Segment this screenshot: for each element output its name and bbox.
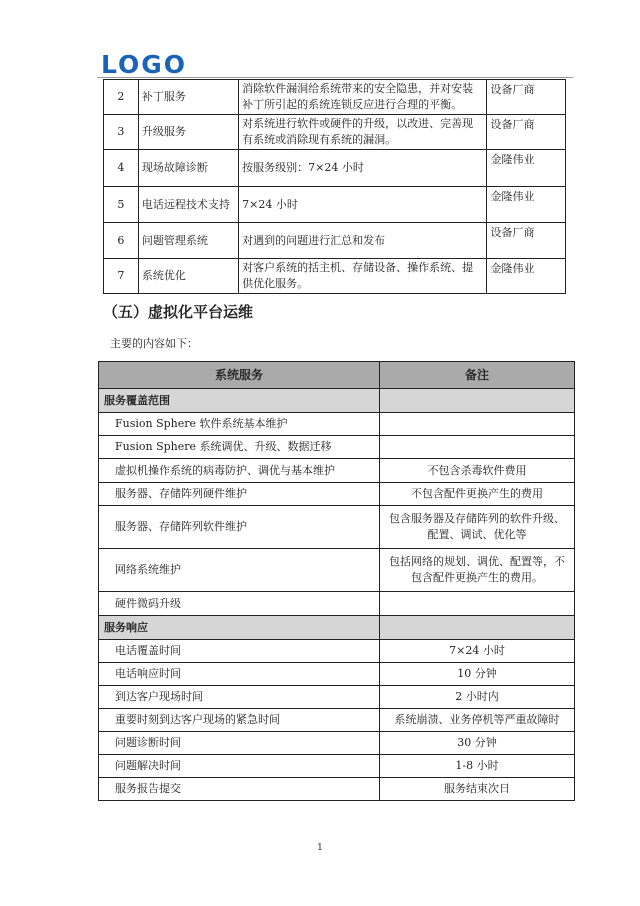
table-row [104, 259, 566, 294]
table-row [104, 187, 566, 223]
table-row [99, 709, 575, 732]
service-name: 系统优化 [138, 259, 238, 294]
category-row [99, 616, 575, 640]
column-header-note: 备注 [380, 362, 575, 389]
service-description: 对遇到的问题进行汇总和发布 [239, 223, 487, 259]
category-label: 服务覆盖范围 [99, 389, 380, 413]
note-cell: 30 分钟 [380, 732, 575, 755]
note-cell [380, 592, 575, 616]
service-item: Fusion Sphere 系统调优、升级、数据迁移 [99, 436, 380, 459]
note-cell: 包括网络的规划、调优、配置等，不包含配件更换产生的费用。 [380, 549, 575, 592]
service-provider: 金隆伟业 [487, 187, 566, 223]
table-row [99, 686, 575, 709]
note-cell [380, 389, 575, 413]
service-provider: 设备厂商 [487, 80, 566, 115]
table-row [99, 592, 575, 616]
note-cell: 系统崩溃、业务停机等严重故障时 [380, 709, 575, 732]
service-name: 补丁服务 [138, 80, 238, 115]
table-row [99, 459, 575, 483]
service-description: 对客户系统的括主机、存储设备、操作系统、提供优化服务。 [239, 259, 487, 294]
service-item: 电话覆盖时间 [99, 640, 380, 663]
note-cell: 不包含配件更换产生的费用 [380, 483, 575, 506]
table-header-row [99, 362, 575, 389]
note-cell: 1-8 小时 [380, 755, 575, 778]
service-description: 消除软件漏洞给系统带来的安全隐患，并对安装补丁所引起的系统连锁反应进行合理的平衡。 [239, 80, 487, 115]
service-item: 虚拟机操作系统的病毒防护、调优与基本维护 [99, 459, 380, 483]
service-item: 服务器、存储阵列软件维护 [99, 506, 380, 549]
service-name: 问题管理系统 [138, 223, 238, 259]
header-divider [97, 77, 573, 78]
service-description: 对系统进行软件或硬件的升级，以改进、完善现有系统或消除现有系统的漏洞。 [239, 115, 487, 150]
service-item: 网络系统维护 [99, 549, 380, 592]
table-row [99, 640, 575, 663]
service-provider: 金隆伟业 [487, 150, 566, 187]
note-cell: 2 小时内 [380, 686, 575, 709]
note-cell [380, 616, 575, 640]
service-item: 问题诊断时间 [99, 732, 380, 755]
service-provider: 设备厂商 [487, 223, 566, 259]
row-number: 7 [104, 259, 139, 294]
service-item: 重要时刻到达客户现场的紧急时间 [99, 709, 380, 732]
table-row [99, 436, 575, 459]
table-row [99, 778, 575, 801]
service-description: 按服务级别：7×24 小时 [239, 150, 487, 187]
service-item: 服务器、存储阵列硬件维护 [99, 483, 380, 506]
row-number: 3 [104, 115, 139, 150]
table-row [104, 223, 566, 259]
section-heading: （五）虚拟化平台运维 [103, 303, 254, 321]
note-cell: 服务结束次日 [380, 778, 575, 801]
table-row [99, 549, 575, 592]
table-row [99, 506, 575, 549]
table-row [99, 755, 575, 778]
service-item: Fusion Sphere 软件系统基本维护 [99, 413, 380, 436]
row-number: 5 [104, 187, 139, 223]
logo: LOGO [101, 50, 188, 79]
virtualization-ops-table [98, 361, 575, 801]
column-header-service: 系统服务 [99, 362, 380, 389]
service-name: 电话远程技术支持 [138, 187, 238, 223]
service-item: 电话响应时间 [99, 663, 380, 686]
category-row [99, 389, 575, 413]
note-cell: 10 分钟 [380, 663, 575, 686]
table-row [99, 732, 575, 755]
note-cell [380, 436, 575, 459]
row-number: 2 [104, 80, 139, 115]
service-description: 7×24 小时 [239, 187, 487, 223]
table-row [99, 483, 575, 506]
table-row [104, 80, 566, 115]
table-row [99, 663, 575, 686]
service-item: 问题解决时间 [99, 755, 380, 778]
table-row [104, 150, 566, 187]
row-number: 6 [104, 223, 139, 259]
page-number: 1 [317, 843, 323, 853]
service-item: 硬件微码升级 [99, 592, 380, 616]
note-cell: 不包含杀毒软件费用 [380, 459, 575, 483]
service-items-table [103, 79, 566, 294]
note-cell: 包含服务器及存储阵列的软件升级、配置、调试、优化等 [380, 506, 575, 549]
category-label: 服务响应 [99, 616, 380, 640]
table-row [104, 115, 566, 150]
service-item: 到达客户现场时间 [99, 686, 380, 709]
service-provider: 设备厂商 [487, 115, 566, 150]
row-number: 4 [104, 150, 139, 187]
service-provider: 金隆伟业 [487, 259, 566, 294]
note-cell [380, 413, 575, 436]
table-row [99, 413, 575, 436]
section-intro: 主要的内容如下： [110, 337, 198, 350]
service-name: 升级服务 [138, 115, 238, 150]
service-item: 服务报告提交 [99, 778, 380, 801]
service-name: 现场故障诊断 [138, 150, 238, 187]
note-cell: 7×24 小时 [380, 640, 575, 663]
